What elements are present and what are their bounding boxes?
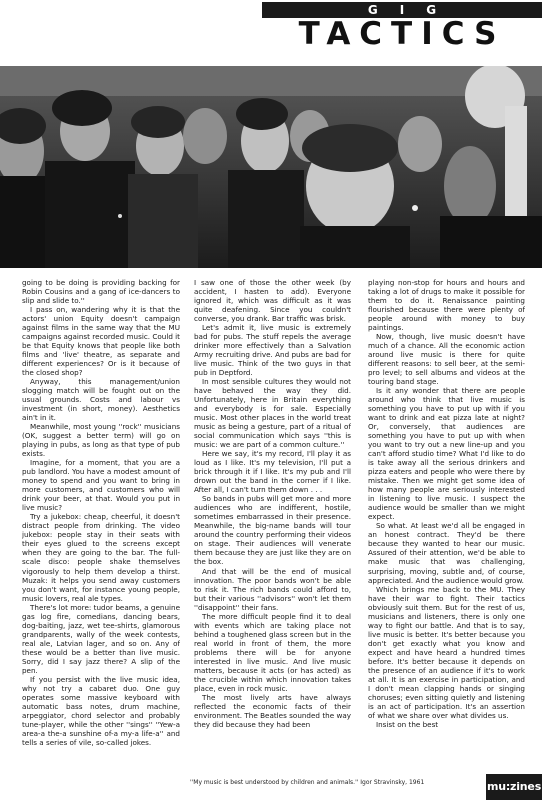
paragraph: I pass on, wandering why it is that the actors' union Equity doesn't campaign against films in the same way that the MU campaigns against recorded music. Could it be that Equity knows that people like both films and 'live' theatre, as separate and different experiences? Or is it because of the closed shop? xyxy=(22,305,180,378)
paragraph: Meanwhile, most young ''rock'' musicians (OK, suggest a better term) will go on playing in pubs, as long as that type of pub exists. xyxy=(22,422,180,459)
footer-quote: ''My music is best understood by children and animals.'' Igor Stravinsky, 1961 xyxy=(190,779,425,786)
paragraph: There's lot more: tudor beams, a genuine gas log fire, comedians, dancing bears, dog-baiting, jazz, wet tee-shirts, glamorous grandparents, wally of the week contests, real ale, Latvian lager, and so on. Any of these would be a better than live music. Sorry, did I say jazz there? A slip of the pen. xyxy=(22,602,180,675)
crowd-photo xyxy=(0,66,542,268)
paragraph: going to be doing is providing backing for Robin Cousins and a gang of ice-dancers to slip and slide to.'' xyxy=(22,278,180,306)
paragraph: playing non-stop for hours and hours and taking a lot of drugs to make it possible for them to do it. Renaissance painting flourished because there were plenty of people around with money to buy paintings. xyxy=(368,278,525,333)
section-header xyxy=(262,0,542,52)
paragraph: So bands in pubs will get more and more audiences who are indifferent, hostile, sometimes embarrassed in their presence. Meanwhile, the big-name bands will tour around the country performing their videos on stage. Their audiences will venerate them because they are just like they are on the box. xyxy=(194,494,351,567)
paragraph: And that will be the end of musical innovation. The poor bands won't be able to risk it. The rich bands could afford to, but their various ''advisors'' won't let them ''disappoint'' their fans. xyxy=(194,566,351,612)
crowd-photo-illustration xyxy=(0,66,542,268)
paragraph: Now, though, live music doesn't have much of a chance. All the economic action around live music is there for quite different reasons: to sell beer, at the semi-pro level; to sell albums and videos at the touring band stage. xyxy=(368,332,525,387)
brand-logo[interactable]: mu:zines xyxy=(486,774,542,800)
paragraph: I saw one of those the other week (by accident, I hasten to add). Everyone ignored it, which was difficult as it was quite deafening. Since you couldn't converse, you drank. Bar traffic was brisk. xyxy=(194,278,351,324)
section-label: GIG xyxy=(262,2,542,18)
paragraph: The more difficult people find it to deal with events which are taking place not behind a toughened glass screen but in the real world in front of them, the more problems there will be for anyone interested in live music. And live music matters, because it acts (or has acted) as the crucible within which innovation takes place, even in rock music. xyxy=(194,611,351,693)
paragraph: Try a jukebox: cheap, cheerful, it doesn't distract people from drinking. The video jukebox: people stay in their seats with their eyes glued to the screens except when they are going to the bar. The full-scale disco: people shake themselves vigorously to help them develop a thirst. Muzak: it helps you send away customers you don't want, for instance young people, music lovers, real ale types. xyxy=(22,512,180,603)
paragraph: Is it any wonder that there are people around who think that live music is something you have to put up with if you want to drink and eat pizza late at night? Or, conversely, that audiences are something you have to put up with when you want to try out a new line-up and you can't afford studio time? What I'd like to do is take away all the serious drinkers and pizza eaters and people who were there by mistake. Then we might get some idea of how many people are seriously interested in listening to live music. I suspect the audience would be smaller than we might expect. xyxy=(368,386,525,522)
article-column-1 xyxy=(22,278,180,748)
paragraph: Anyway, this management/union slogging match will be fought out on the usual grounds. Costs and labour vs investment (in short, money). Aesthetics ain't in it. xyxy=(22,377,180,423)
paragraph: The most lively arts have always reflected the economic facts of their environment. The Beatles sounded the way they did because they had been xyxy=(194,692,351,729)
paragraph: If you persist with the live music idea, why not try a cabaret duo. One guy operates some massive keyboard with automatic bass notes, drum machine, arpeggiator, chord selector and probably tune-player, while the other ''sings'' ''Yew-a area-a the-a sunshine of-a my-a life-a'' and tells a series of vile, so-called jokes. xyxy=(22,674,180,747)
article-column-2 xyxy=(194,278,351,748)
paragraph: Here we say, it's my record, I'll play it as loud as I like. It's my television, I'll put a brick through it if I like. It's my pub and I'll drown out the band in the corner if I like. After all, I can't turn them down . . . xyxy=(194,449,351,495)
paragraph: So what. At least we'd all be engaged in an honest contract. They'd be there because they wanted to hear our music. Assured of their attention, we'd be able to make music that was challenging, surprising, moving, subtle and, of course, appreciated. And the audience would grow. xyxy=(368,521,525,585)
page-title: TACTICS xyxy=(298,16,506,52)
paragraph: Let's admit it, live music is extremely bad for pubs. The stuff repels the average drinker more effectively than a Salvation Army recruiting drive. And pubs are bad for live music. Think of the two guys in that pub in Deptford. xyxy=(194,323,351,378)
paragraph: In most sensible cultures they would not have behaved the way they did. Unfortunately, here in Britain everything and everybody is for sale. Especially music. Most other places in the world treat music as being a gesture, part of a ritual of social communication which says ''this is music: we are part of a common culture.'' xyxy=(194,377,351,450)
paragraph: Imagine, for a moment, that you are a pub landlord. You have a modest amount of money to spend and you want to bring in more customers, and customers who will drink your beer, at that. Would you put in live music? xyxy=(22,458,180,513)
paragraph: Which brings me back to the MU. They have their war to fight. Their tactics obviously suit them. But for the rest of us, musicians and listeners, there is only one way to fight our battle. And that is to say, live music is better. It's better because you don't get exactly what you know and expect and have heard a hundred times before. It's better because it depends on the presence of an audience if it's to work at all. It is an exercise in participation, and I don't mean clapping hands or singing choruses; even sitting quietly and listening is an act of participation. It's an assertion of what we share over what divides us. xyxy=(368,584,525,720)
paragraph: Insist on the best xyxy=(376,719,439,729)
article-column-3 xyxy=(368,278,525,748)
